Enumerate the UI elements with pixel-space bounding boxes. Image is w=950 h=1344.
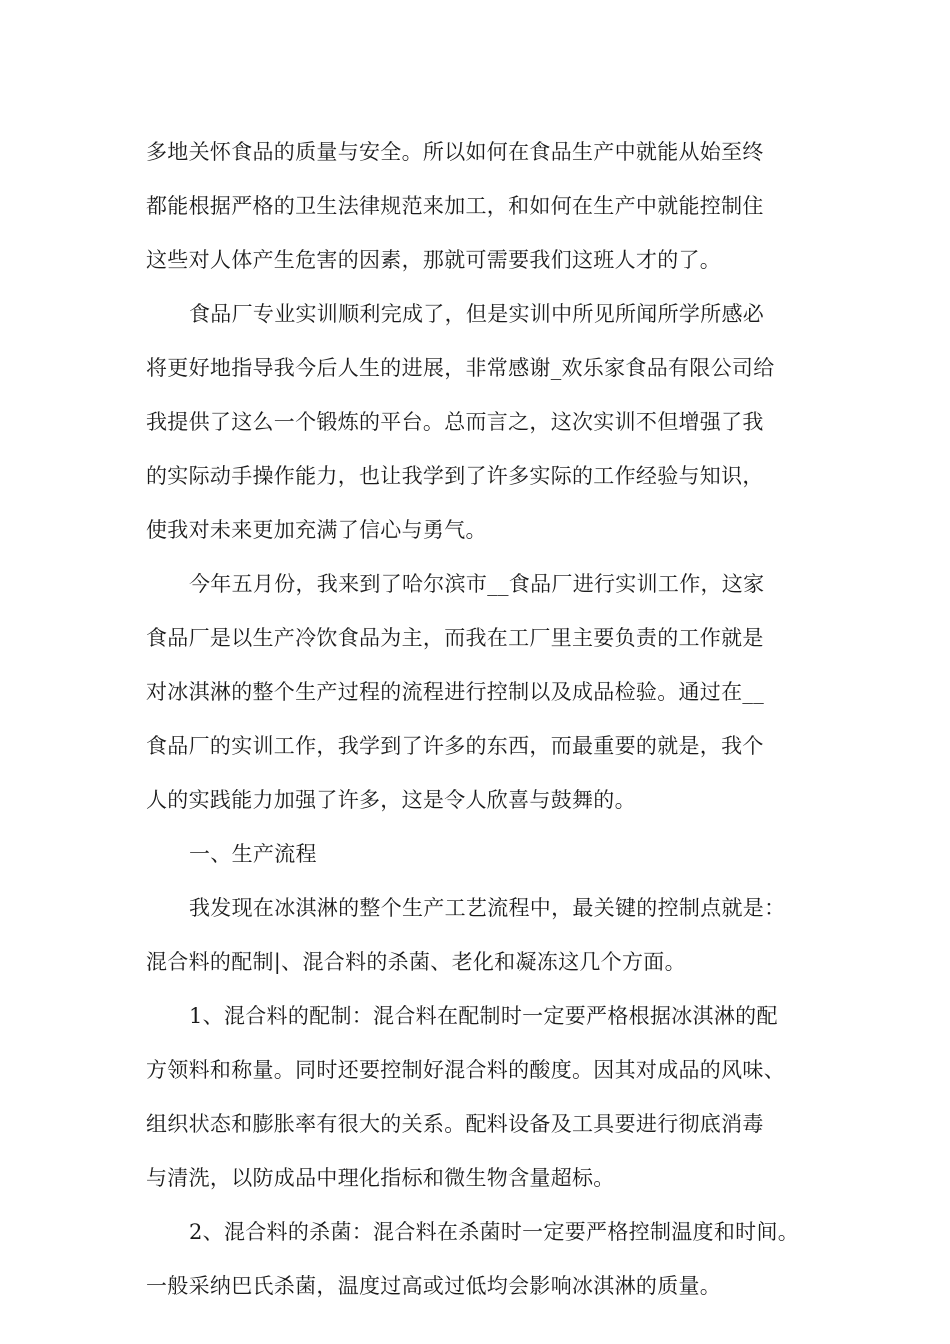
text-line: 对冰淇淋的整个生产过程的流程进行控制以及成品检验。通过在__ [146, 680, 764, 704]
text-line: 我发现在冰淇淋的整个生产工艺流程中，最关键的控制点就是： [189, 896, 786, 920]
text-line: 组织状态和膨胀率有很大的关系。配料设备及工具要进行彻底消毒 [146, 1112, 764, 1136]
text-line: 人的实践能力加强了许多，这是令人欣喜与鼓舞的。 [146, 788, 636, 812]
text-line: 将更好地指导我今后人生的进展，非常感谢_欢乐家食品有限公司给 [146, 356, 775, 380]
text-line: 食品厂是以生产冷饮食品为主，而我在工厂里主要负责的工作就是 [146, 626, 764, 650]
text-line: 都能根据严格的卫生法律规范来加工，和如何在生产中就能控制住 [146, 194, 764, 218]
text-line: 混合料的配制|、混合料的杀菌、老化和凝冻这几个方面。 [146, 950, 686, 974]
text-line: 2、混合料的杀菌：混合料在杀菌时一定要严格控制温度和时间。 [189, 1220, 800, 1244]
text-line: 的实际动手操作能力，也让我学到了许多实际的工作经验与知识， [146, 464, 764, 488]
text-line: 食品厂专业实训顺利完成了，但是实训中所见所闻所学所感必 [189, 302, 765, 326]
text-line: 一般采纳巴氏杀菌，温度过高或过低均会影响冰淇淋的质量。 [146, 1274, 722, 1298]
text-line: 方领料和称量。同时还要控制好混合料的酸度。因其对成品的风味、 [146, 1058, 785, 1082]
text-line: 我提供了这么一个锻炼的平台。总而言之，这次实训不但增强了我 [146, 410, 764, 434]
text-line: 这些对人体产生危害的因素，那就可需要我们这班人才的了。 [146, 248, 722, 272]
section-heading: 一、生产流程 [189, 842, 317, 866]
text-line: 与清洗，以防成品中理化指标和微生物含量超标。 [146, 1166, 615, 1190]
text-line: 使我对未来更加充满了信心与勇气。 [146, 518, 487, 542]
text-line: 今年五月份，我来到了哈尔滨市__食品厂进行实训工作，这家 [189, 572, 765, 596]
text-line: 1、混合料的配制：混合料在配制时一定要严格根据冰淇淋的配 [189, 1004, 778, 1028]
text-line: 多地关怀食品的质量与安全。所以如何在食品生产中就能从始至终 [146, 140, 764, 164]
text-line: 食品厂的实训工作，我学到了许多的东西，而最重要的就是，我个 [146, 734, 764, 758]
